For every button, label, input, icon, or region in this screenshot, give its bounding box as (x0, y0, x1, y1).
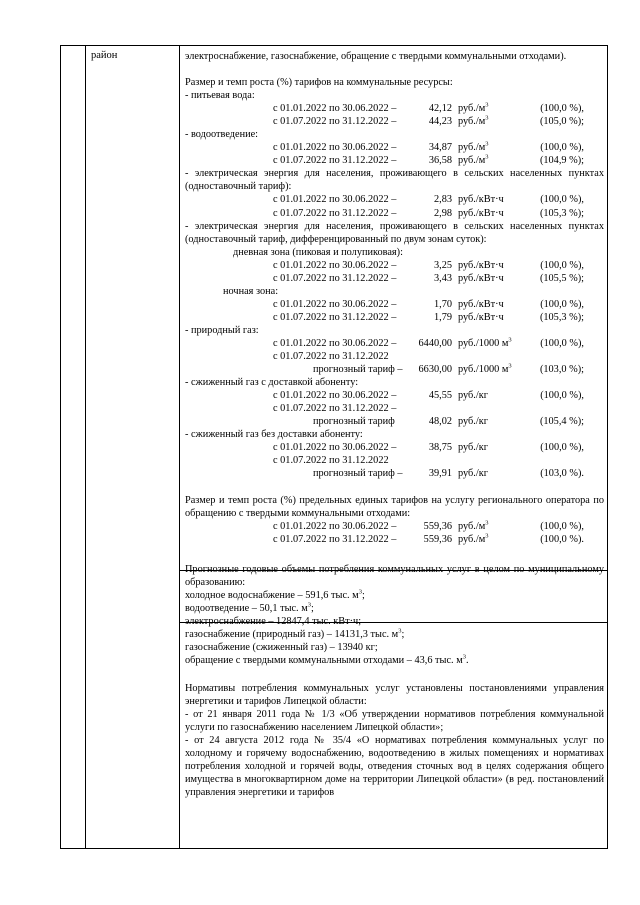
tariff-unit: руб./кВт·ч (458, 259, 504, 271)
tariff-value: 34,87 (428, 142, 452, 154)
elec1-label: - электрическая энергия для населения, проживающего в сельских населенных пунктах (одноставочный тариф): (185, 168, 604, 193)
tariff-period: с 01.07.2022 по 31.12.2022 (273, 455, 389, 467)
tariff-row (185, 272, 604, 285)
tariff-unit: $руб./м^3$ (458, 101, 489, 115)
tariff-unit: руб./1000 $м^3$ (458, 336, 512, 349)
tariff-period: с 01.01.2022 по 30.06.2022 – (273, 520, 397, 532)
tariff-row (185, 533, 604, 546)
day-zone-label: дневная зона (пиковая и полупиковая): (233, 246, 403, 258)
tariff-period: с 01.07.2022 по 31.12.2022 – (273, 155, 397, 167)
tariff-growth: (100,0 %), (540, 390, 584, 402)
tariff-period: с 01.01.2022 по 30.06.2022 – (273, 442, 397, 454)
forecast-label: прогнозный тариф – (313, 468, 403, 480)
tariff-growth: (100,0 %), (540, 442, 584, 454)
forecast-row (185, 467, 604, 480)
forecast-label: прогнозный тариф – (313, 364, 403, 376)
tariff-row (185, 115, 604, 128)
tariff-value: 2,98 (433, 207, 452, 219)
unit-superscript: 3 (485, 519, 489, 527)
tariff-value: 559,36 (423, 533, 452, 545)
tariff-growth: (100,0 %), (540, 194, 584, 206)
tariff-period: с 01.07.2022 по 31.12.2022 – (273, 311, 397, 323)
tariff-growth: (100,0 %), (540, 337, 584, 349)
district-label: район (91, 50, 118, 61)
tariff-period: с 01.07.2022 по 31.12.2022 – (273, 403, 397, 415)
tariff-period: с 01.01.2022 по 30.06.2022 – (273, 194, 397, 206)
tariff-growth: (105,3 %); (539, 207, 584, 219)
tariff-value: 38,75 (428, 442, 452, 454)
tariff-value: 1,79 (433, 311, 452, 323)
elec2-label: - электрическая энергия для населения, проживающего в сельских населенных пунктах (одноставочный тариф, дифференцированный по двум зонам суток): (185, 220, 604, 245)
tariff-growth: (100,0 %), (540, 103, 584, 115)
tariff-row (185, 311, 604, 324)
tariff-period: с 01.07.2022 по 31.12.2022 – (273, 533, 397, 545)
day-zone-rows (185, 259, 604, 285)
tariff-value: 2,83 (433, 194, 452, 206)
tariff-period-row (185, 402, 604, 415)
night-zone-label: ночная зона: (223, 285, 279, 297)
tariff-row (185, 141, 604, 154)
forecast-row (185, 363, 604, 376)
tariff-growth: (100,0 %), (540, 298, 584, 310)
tariff-unit: $руб./м^3$ (458, 532, 489, 545)
tariff-period: с 01.07.2022 по 31.12.2022 – (273, 116, 397, 128)
volume-item: холодное водоснабжение – 591,6 тыс. $м^3$; (185, 588, 365, 601)
tariff-row (185, 102, 604, 115)
tariff-value: 559,36 (423, 520, 452, 532)
intro-text: электроснабжение, газоснабжение, обращение с твердыми коммунальными отходами). (185, 51, 567, 62)
tariff-growth: (104,9 %); (539, 155, 584, 167)
volume-item: газоснабжение (природный газ) – 14131,3 тыс. $м^3$; (185, 627, 405, 640)
night-zone-rows (185, 298, 604, 324)
water-rows (185, 102, 604, 128)
tariff-unit: руб./кг (458, 442, 488, 454)
tariff-unit: руб./кВт·ч (458, 194, 504, 206)
tariff-row (185, 298, 604, 311)
tariff-value: 48,02 (428, 416, 452, 428)
tariff-period-row (185, 454, 604, 467)
table-frame (60, 45, 608, 849)
lpg-nodelivery-rows (185, 441, 604, 480)
tariff-row (185, 259, 604, 272)
unit-superscript: 3 (508, 336, 512, 344)
tariff-period: с 01.01.2022 по 30.06.2022 – (273, 103, 397, 115)
tariff-period: с 01.01.2022 по 30.06.2022 – (273, 298, 397, 310)
lpg-nodelivery-label: - сжиженный газ без доставки абоненту: (185, 429, 363, 441)
volume-item: обращение с твердыми коммунальными отходами – 43,6 тыс. $м^3$. (185, 653, 469, 667)
tariff-row (185, 441, 604, 454)
tariff-growth: (100,0 %), (540, 259, 584, 271)
volume-item: электроснабжение – 12847,4 тыс. кВт·ч; (185, 615, 362, 627)
tariffs-heading: Размер и темп роста (%) тарифов на коммунальные ресурсы: (185, 77, 453, 89)
unit-superscript: 3 (485, 532, 489, 540)
tariff-period: с 01.07.2022 по 31.12.2022 – (273, 272, 397, 284)
tariff-growth: (103,0 %). (540, 468, 584, 480)
tariff-period: с 01.01.2022 по 30.06.2022 – (273, 259, 397, 271)
unit-superscript: 3 (485, 140, 489, 148)
tariff-period: с 01.07.2022 по 31.12.2022 (273, 351, 389, 363)
forecast-row (185, 415, 604, 428)
tariff-growth: (100,0 %). (540, 533, 584, 545)
tariff-value: 42,12 (428, 103, 452, 115)
norms-heading: Нормативы потребления коммунальных услуг установлены постановлениями управления энергетики и тарифов Липецкой области: (185, 683, 604, 708)
waste-heading: Размер и темп роста (%) предельных единых тарифов на услугу регионального оператора по обращению с твердыми коммунальными отходами: (185, 494, 604, 519)
tariff-unit: руб./кВт·ч (458, 207, 504, 219)
volume-item: водоотведение – 50,1 тыс. $м^3$; (185, 601, 314, 614)
tariff-row (185, 337, 604, 350)
unit-superscript: 3 (462, 653, 466, 661)
water-label: - питьевая вода: (185, 90, 255, 102)
tariff-period-row (185, 350, 604, 363)
tariff-value: 3,43 (433, 272, 452, 284)
tariff-value: 39,91 (428, 468, 452, 480)
unit-superscript: 3 (485, 101, 489, 109)
unit-superscript: 3 (508, 362, 512, 370)
tariff-unit: руб./кВт·ч (458, 272, 504, 284)
column-divider-1 (85, 46, 86, 848)
tariff-value: 45,55 (428, 390, 452, 402)
tariff-unit: $руб./м^3$ (458, 140, 489, 154)
tariff-growth: (105,5 %); (539, 272, 584, 284)
tariff-row (185, 207, 604, 220)
unit-superscript: 3 (485, 114, 489, 122)
unit-superscript: 3 (358, 588, 362, 596)
natgas-rows (185, 337, 604, 376)
tariff-period: с 01.01.2022 по 30.06.2022 – (273, 337, 397, 349)
sewer-rows (185, 141, 604, 167)
tariff-period: с 01.07.2022 по 31.12.2022 – (273, 207, 397, 219)
tariff-unit: $руб./м^3$ (458, 114, 489, 128)
lpg-delivery-rows (185, 389, 604, 428)
tariff-unit: руб./кВт·ч (458, 298, 504, 310)
tariff-value: 36,58 (428, 155, 452, 167)
tariff-unit: $руб./м^3$ (458, 153, 489, 167)
norms-item-1: - от 21 января 2011 года № 1/3 «Об утверждении нормативов потребления коммунальной услуги по газоснабжению населением Липецкой области»; (185, 709, 604, 734)
tariff-unit: руб./кг (458, 416, 488, 428)
forecast-label: прогнозный тариф (313, 416, 395, 428)
tariff-unit: руб./1000 $м^3$ (458, 362, 512, 376)
tariff-value: 3,25 (433, 259, 452, 271)
tariff-growth: (105,4 %); (539, 416, 584, 428)
tariff-unit: руб./кг (458, 468, 488, 480)
volumes-list (185, 589, 604, 667)
tariff-growth: (105,0 %); (539, 116, 584, 128)
tariff-row (185, 154, 604, 167)
tariff-growth: (103,0 %); (539, 364, 584, 376)
sewer-label: - водоотведение: (185, 129, 259, 141)
tariff-growth: (100,0 %), (540, 142, 584, 154)
tariff-unit: руб./кВт·ч (458, 311, 504, 323)
volumes-heading: Прогнозные годовые объемы потребления коммунальных услуг в целом по муниципальному образованию: (185, 563, 604, 588)
norms-item-2: - от 24 августа 2012 года № 35/4 «О нормативах потребления коммунальных услуг по холодному и горячему водоснабжению, водоотведению в жилых помещениях и нормативах потребления холодной и горячей воды, отведения сточных вод в целях содержания общего имущества в многоквартирном доме на территории Липецкой области» (в ред. постановлений управления энергетики и тарифов (185, 735, 604, 799)
tariff-growth: (105,3 %); (539, 311, 584, 323)
tariff-value: 6440,00 (418, 337, 452, 349)
tariff-unit: $руб./м^3$ (458, 519, 489, 532)
volume-item: газоснабжение (сжиженный газ) – 13940 кг; (185, 641, 378, 653)
tariff-value: 1,70 (433, 298, 452, 310)
tariff-row (185, 389, 604, 402)
content-cell (185, 50, 604, 799)
column-divider-2 (179, 46, 180, 848)
tariff-row (185, 193, 604, 206)
tariff-growth: (100,0 %), (540, 520, 584, 532)
tariff-period: с 01.01.2022 по 30.06.2022 – (273, 142, 397, 154)
tariff-value: 6630,00 (418, 364, 452, 376)
lpg-delivery-label: - сжиженный газ с доставкой абоненту: (185, 377, 359, 389)
waste-rows (185, 520, 604, 546)
tariff-period: с 01.01.2022 по 30.06.2022 – (273, 390, 397, 402)
unit-superscript: 3 (398, 627, 402, 635)
tariff-value: 44,23 (428, 116, 452, 128)
natgas-label: - природный газ: (185, 324, 259, 336)
tariff-unit: руб./кг (458, 390, 488, 402)
elec1-rows (185, 193, 604, 219)
tariff-row (185, 520, 604, 533)
unit-superscript: 3 (485, 153, 489, 161)
unit-superscript: 3 (307, 601, 311, 609)
